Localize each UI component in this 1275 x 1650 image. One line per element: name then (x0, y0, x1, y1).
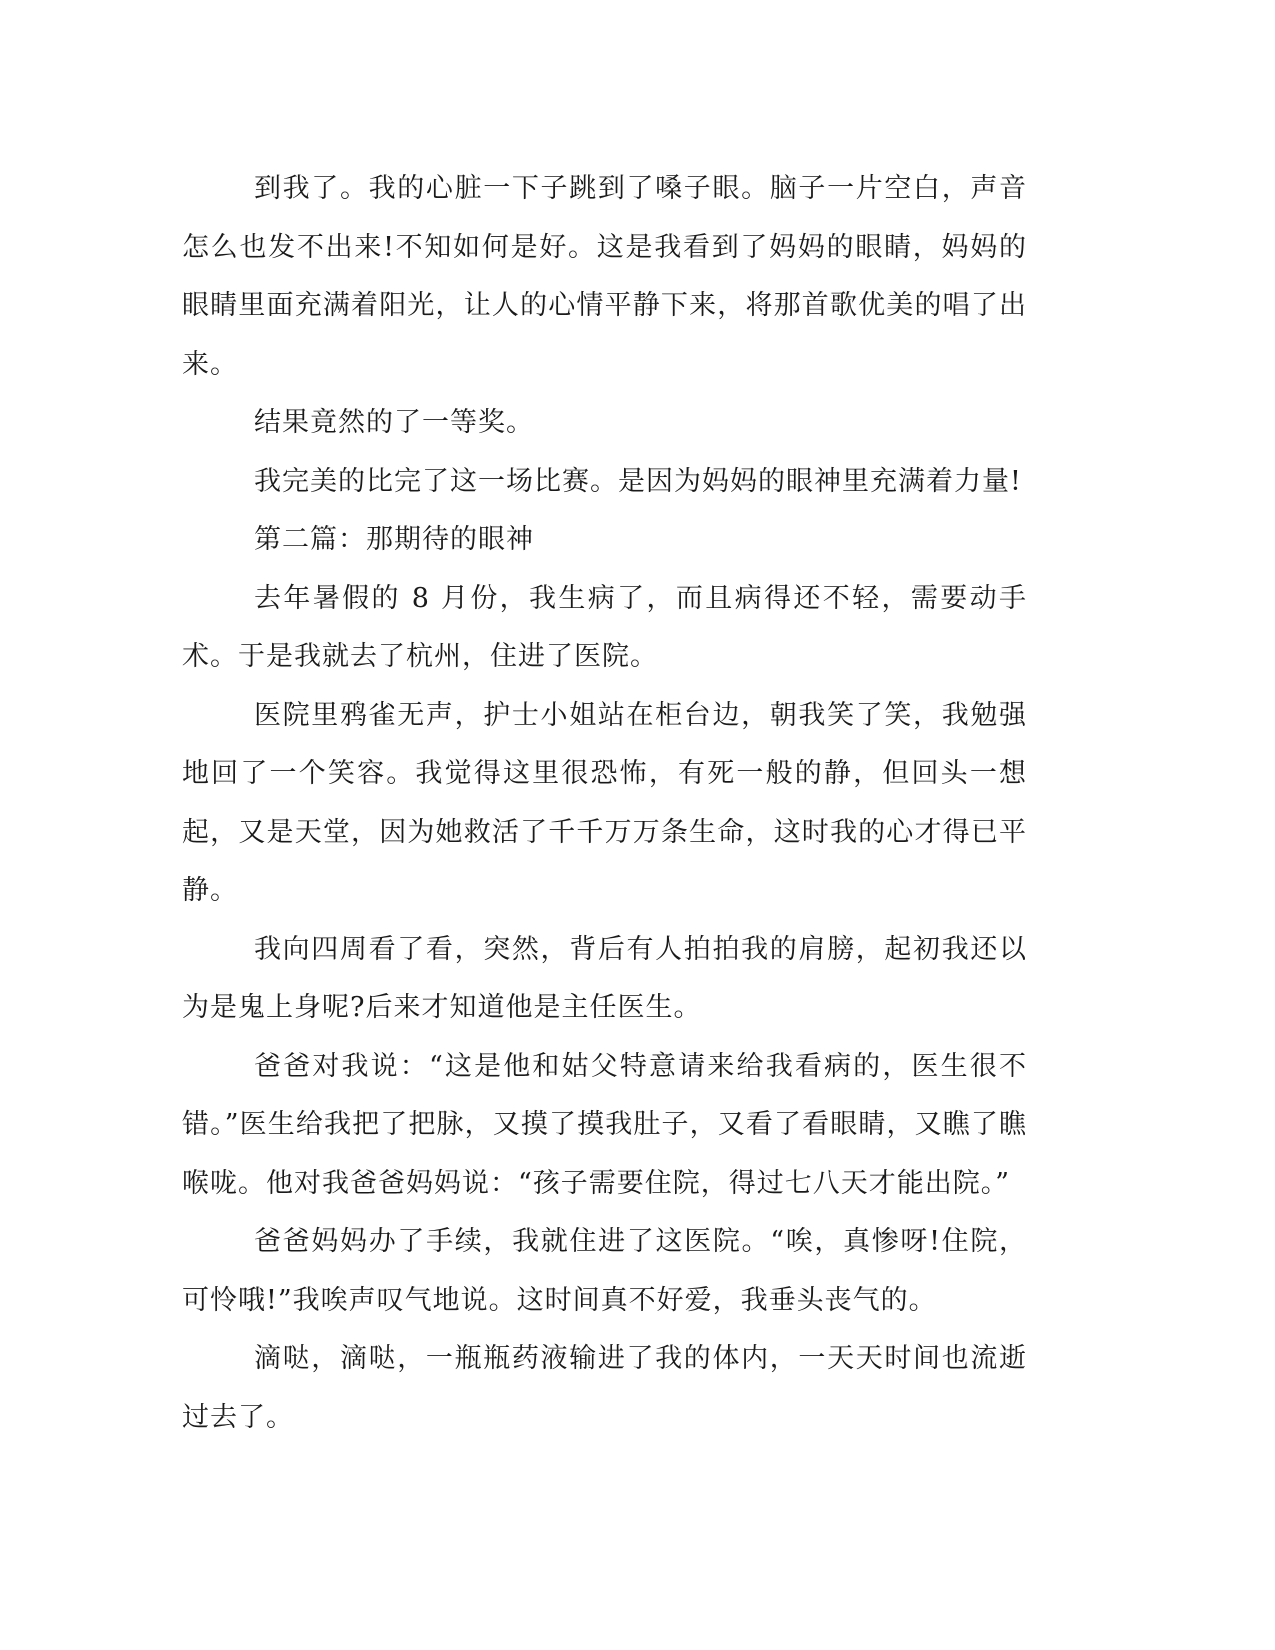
paragraph-10: 滴哒，滴哒，一瓶瓶药液输进了我的体内，一天天时间也流逝过去了。 (182, 1343, 1027, 1433)
paragraph-1: 到我了。我的心脏一下子跳到了嗓子眼。脑子一片空白，声音怎么也发不出来!不知如何是好。这是我看到了妈妈的眼睛，妈妈的眼睛里面充满着阳光，让人的心情平静下来，将那首歌优美的唱了出来。 (182, 173, 1027, 380)
document-body (182, 160, 1027, 1447)
paragraph-5: 去年暑假的 8 月份，我生病了，而且病得还不轻，需要动手术。于是我就去了杭州，住进了医院。 (182, 582, 1027, 672)
paragraph-2: 结果竟然的了一等奖。 (254, 407, 534, 438)
paragraph-8: 爸爸对我说：“这是他和姑父特意请来给我看病的，医生很不错。”医生给我把了把脉，又摸了摸我肚子，又看了看眼睛，又瞧了瞧喉咙。他对我爸爸妈妈说：“孩子需要住院，得过七八天才能出院。” (182, 1050, 1027, 1199)
section-heading: 第二篇：那期待的眼神 (254, 524, 534, 555)
paragraph-7: 我向四周看了看，突然，背后有人拍拍我的肩膀，起初我还以为是鬼上身呢?后来才知道他是主任医生。 (182, 933, 1027, 1023)
paragraph-9: 爸爸妈妈办了手续，我就住进了这医院。“唉，真惨呀!住院，可怜哦!”我唉声叹气地说。这时间真不好爱，我垂头丧气的。 (182, 1226, 1027, 1316)
paragraph-6: 医院里鸦雀无声，护士小姐站在柜台边，朝我笑了笑，我勉强地回了一个笑容。我觉得这里很恐怖，有死一般的静，但回头一想起，又是天堂，因为她救活了千千万万条生命，这时我的心才得已平静。 (182, 699, 1027, 906)
paragraph-3: 我完美的比完了这一场比赛。是因为妈妈的眼神里充满着力量! (254, 465, 1022, 497)
